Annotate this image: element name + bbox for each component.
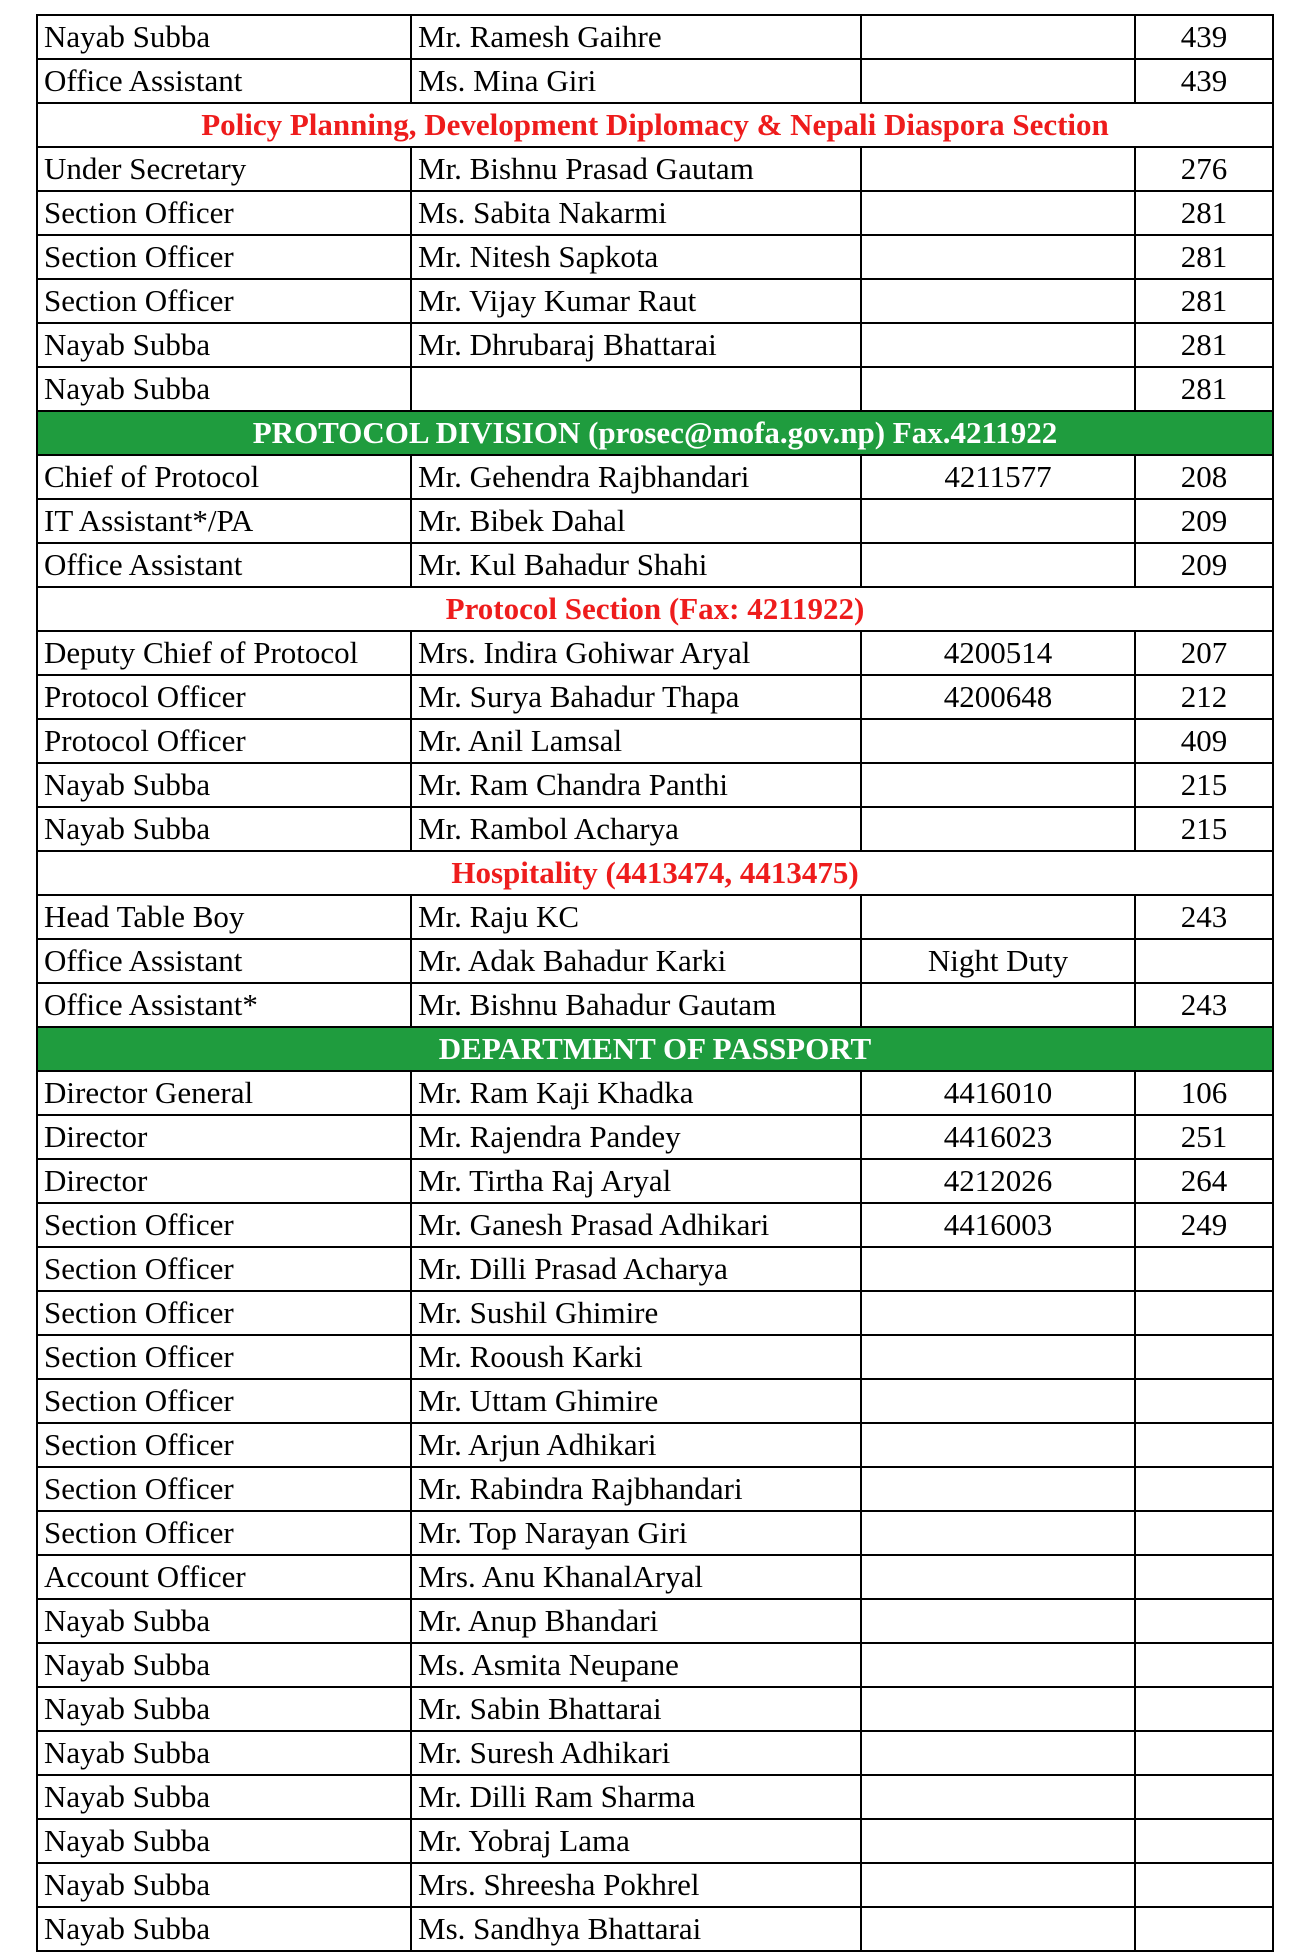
section-header-row: [37, 587, 1273, 631]
table-row: [37, 675, 1273, 719]
name-cell: Mr. Yobraj Lama: [411, 1819, 861, 1863]
name-cell: Mr. Tirtha Raj Aryal: [411, 1159, 861, 1203]
table-row: [37, 1687, 1273, 1731]
designation-cell: Nayab Subba: [37, 1819, 411, 1863]
phone-cell: [861, 235, 1135, 279]
table-row: [37, 939, 1273, 983]
phone-cell: [861, 983, 1135, 1027]
name-cell: Mr. Top Narayan Giri: [411, 1511, 861, 1555]
section-header-row: [37, 851, 1273, 895]
name-cell: Mrs. Shreesha Pokhrel: [411, 1863, 861, 1907]
phone-cell: [861, 1687, 1135, 1731]
designation-cell: Protocol Officer: [37, 675, 411, 719]
phone-cell: [861, 895, 1135, 939]
name-cell: Mr. Ganesh Prasad Adhikari: [411, 1203, 861, 1247]
table-row: [37, 1423, 1273, 1467]
name-cell: Mr. Suresh Adhikari: [411, 1731, 861, 1775]
designation-cell: Section Officer: [37, 1511, 411, 1555]
name-cell: Mr. Vijay Kumar Raut: [411, 279, 861, 323]
name-cell: Mr. Bishnu Bahadur Gautam: [411, 983, 861, 1027]
extension-cell: 409: [1135, 719, 1273, 763]
extension-cell: [1135, 1907, 1273, 1951]
name-cell: Mr. Rajendra Pandey: [411, 1115, 861, 1159]
extension-cell: 276: [1135, 147, 1273, 191]
designation-cell: Section Officer: [37, 191, 411, 235]
name-cell: Mr. Gehendra Rajbhandari: [411, 455, 861, 499]
designation-cell: Nayab Subba: [37, 367, 411, 411]
extension-cell: [1135, 1467, 1273, 1511]
extension-cell: [1135, 1335, 1273, 1379]
extension-cell: [1135, 1643, 1273, 1687]
table-row: [37, 367, 1273, 411]
division-header-row: [37, 1027, 1273, 1071]
table-row: [37, 1643, 1273, 1687]
table-row: [37, 1071, 1273, 1115]
name-cell: Mrs. Anu KhanalAryal: [411, 1555, 861, 1599]
name-cell: [411, 367, 861, 411]
table-row: [37, 1159, 1273, 1203]
designation-cell: Director General: [37, 1071, 411, 1115]
table-row: [37, 807, 1273, 851]
extension-cell: 249: [1135, 1203, 1273, 1247]
extension-cell: 281: [1135, 191, 1273, 235]
designation-cell: Nayab Subba: [37, 1863, 411, 1907]
table-row: [37, 763, 1273, 807]
extension-cell: [1135, 1247, 1273, 1291]
table-row: [37, 279, 1273, 323]
table-row: [37, 323, 1273, 367]
designation-cell: Section Officer: [37, 1467, 411, 1511]
phone-cell: [861, 1511, 1135, 1555]
name-cell: Mr. Kul Bahadur Shahi: [411, 543, 861, 587]
phone-cell: [861, 1247, 1135, 1291]
designation-cell: Office Assistant: [37, 59, 411, 103]
designation-cell: Nayab Subba: [37, 1599, 411, 1643]
phone-cell: [861, 543, 1135, 587]
extension-cell: 209: [1135, 543, 1273, 587]
extension-cell: 281: [1135, 235, 1273, 279]
designation-cell: IT Assistant*/PA: [37, 499, 411, 543]
table-row: [37, 543, 1273, 587]
phone-cell: [861, 323, 1135, 367]
phone-cell: [861, 1423, 1135, 1467]
designation-cell: Nayab Subba: [37, 1643, 411, 1687]
table-row: [37, 235, 1273, 279]
phone-cell: [861, 1599, 1135, 1643]
extension-cell: [1135, 1731, 1273, 1775]
name-cell: Mr. Dhrubaraj Bhattarai: [411, 323, 861, 367]
phone-cell: [861, 807, 1135, 851]
extension-cell: 281: [1135, 367, 1273, 411]
staff-directory-table: [36, 14, 1274, 1952]
phone-cell: [861, 15, 1135, 59]
phone-cell: [861, 191, 1135, 235]
extension-cell: [1135, 1555, 1273, 1599]
phone-cell: [861, 1555, 1135, 1599]
extension-cell: [1135, 1819, 1273, 1863]
name-cell: Mr. Surya Bahadur Thapa: [411, 675, 861, 719]
extension-cell: [1135, 939, 1273, 983]
designation-cell: Chief of Protocol: [37, 455, 411, 499]
designation-cell: Nayab Subba: [37, 807, 411, 851]
phone-cell: [861, 59, 1135, 103]
name-cell: Mr. Adak Bahadur Karki: [411, 939, 861, 983]
table-row: [37, 895, 1273, 939]
extension-cell: 207: [1135, 631, 1273, 675]
name-cell: Mr. Ramesh Gaihre: [411, 15, 861, 59]
extension-cell: 439: [1135, 15, 1273, 59]
designation-cell: Nayab Subba: [37, 15, 411, 59]
designation-cell: Section Officer: [37, 235, 411, 279]
name-cell: Mr. Arjun Adhikari: [411, 1423, 861, 1467]
phone-cell: 4416010: [861, 1071, 1135, 1115]
designation-cell: Section Officer: [37, 1423, 411, 1467]
designation-cell: Nayab Subba: [37, 1687, 411, 1731]
name-cell: Mr. Ram Kaji Khadka: [411, 1071, 861, 1115]
designation-cell: Section Officer: [37, 279, 411, 323]
designation-cell: Nayab Subba: [37, 323, 411, 367]
name-cell: Mr. Bishnu Prasad Gautam: [411, 147, 861, 191]
phone-cell: 4200514: [861, 631, 1135, 675]
name-cell: Ms. Asmita Neupane: [411, 1643, 861, 1687]
name-cell: Mr. Rambol Acharya: [411, 807, 861, 851]
extension-cell: 281: [1135, 279, 1273, 323]
designation-cell: Section Officer: [37, 1247, 411, 1291]
table-row: [37, 1555, 1273, 1599]
designation-cell: Director: [37, 1115, 411, 1159]
designation-cell: Account Officer: [37, 1555, 411, 1599]
table-row: [37, 1203, 1273, 1247]
designation-cell: Nayab Subba: [37, 763, 411, 807]
section-header-row: [37, 103, 1273, 147]
table-row: [37, 1599, 1273, 1643]
table-row: [37, 1335, 1273, 1379]
phone-cell: [861, 1291, 1135, 1335]
extension-cell: 243: [1135, 983, 1273, 1027]
phone-cell: 4211577: [861, 455, 1135, 499]
division-header-row: [37, 411, 1273, 455]
name-cell: Mr. Dilli Prasad Acharya: [411, 1247, 861, 1291]
phone-cell: [861, 1907, 1135, 1951]
phone-cell: [861, 279, 1135, 323]
extension-cell: [1135, 1599, 1273, 1643]
section-header: Policy Planning, Development Diplomacy & Nepali Diaspora Section: [37, 103, 1273, 147]
extension-cell: 215: [1135, 763, 1273, 807]
table-row: [37, 1775, 1273, 1819]
extension-cell: 106: [1135, 1071, 1273, 1115]
table-row: [37, 1115, 1273, 1159]
extension-cell: 243: [1135, 895, 1273, 939]
name-cell: Mr. Raju KC: [411, 895, 861, 939]
phone-cell: [861, 1863, 1135, 1907]
table-row: [37, 1907, 1273, 1951]
table-row: [37, 59, 1273, 103]
table-row: [37, 499, 1273, 543]
name-cell: Mr. Sabin Bhattarai: [411, 1687, 861, 1731]
designation-cell: Section Officer: [37, 1379, 411, 1423]
designation-cell: Deputy Chief of Protocol: [37, 631, 411, 675]
section-header: Protocol Section (Fax: 4211922): [37, 587, 1273, 631]
extension-cell: [1135, 1687, 1273, 1731]
designation-cell: Section Officer: [37, 1291, 411, 1335]
extension-cell: 208: [1135, 455, 1273, 499]
name-cell: Mr. Anil Lamsal: [411, 719, 861, 763]
name-cell: Ms. Sandhya Bhattarai: [411, 1907, 861, 1951]
designation-cell: Under Secretary: [37, 147, 411, 191]
designation-cell: Office Assistant: [37, 543, 411, 587]
phone-cell: [861, 719, 1135, 763]
name-cell: Ms. Sabita Nakarmi: [411, 191, 861, 235]
name-cell: Mr. Nitesh Sapkota: [411, 235, 861, 279]
designation-cell: Section Officer: [37, 1203, 411, 1247]
name-cell: Mr. Rabindra Rajbhandari: [411, 1467, 861, 1511]
phone-cell: 4416023: [861, 1115, 1135, 1159]
phone-cell: [861, 1819, 1135, 1863]
designation-cell: Section Officer: [37, 1335, 411, 1379]
extension-cell: 215: [1135, 807, 1273, 851]
table-row: [37, 1467, 1273, 1511]
designation-cell: Director: [37, 1159, 411, 1203]
name-cell: Mr. Uttam Ghimire: [411, 1379, 861, 1423]
phone-cell: 4416003: [861, 1203, 1135, 1247]
phone-cell: [861, 1467, 1135, 1511]
extension-cell: 281: [1135, 323, 1273, 367]
name-cell: Mr. Bibek Dahal: [411, 499, 861, 543]
table-row: [37, 1731, 1273, 1775]
phone-cell: [861, 367, 1135, 411]
table-row: [37, 1247, 1273, 1291]
division-header: PROTOCOL DIVISION (prosec@mofa.gov.np) Fax.4211922: [37, 411, 1273, 455]
name-cell: Mr. Dilli Ram Sharma: [411, 1775, 861, 1819]
name-cell: Mr. Sushil Ghimire: [411, 1291, 861, 1335]
phone-cell: [861, 763, 1135, 807]
table-row: [37, 983, 1273, 1027]
extension-cell: 264: [1135, 1159, 1273, 1203]
name-cell: Mr. Anup Bhandari: [411, 1599, 861, 1643]
table-row: [37, 1291, 1273, 1335]
table-row: [37, 1511, 1273, 1555]
phone-cell: [861, 1379, 1135, 1423]
name-cell: Ms. Mina Giri: [411, 59, 861, 103]
table-row: [37, 455, 1273, 499]
table-row: [37, 15, 1273, 59]
directory-body: [37, 15, 1273, 1951]
extension-cell: 439: [1135, 59, 1273, 103]
extension-cell: 209: [1135, 499, 1273, 543]
name-cell: Mr. Rooush Karki: [411, 1335, 861, 1379]
phone-cell: [861, 147, 1135, 191]
designation-cell: Office Assistant: [37, 939, 411, 983]
extension-cell: 251: [1135, 1115, 1273, 1159]
table-row: [37, 1379, 1273, 1423]
section-header: Hospitality (4413474, 4413475): [37, 851, 1273, 895]
phone-cell: Night Duty: [861, 939, 1135, 983]
phone-cell: 4212026: [861, 1159, 1135, 1203]
phone-cell: [861, 1335, 1135, 1379]
division-header: DEPARTMENT OF PASSPORT: [37, 1027, 1273, 1071]
designation-cell: Nayab Subba: [37, 1775, 411, 1819]
table-row: [37, 191, 1273, 235]
extension-cell: [1135, 1863, 1273, 1907]
extension-cell: [1135, 1775, 1273, 1819]
designation-cell: Office Assistant*: [37, 983, 411, 1027]
extension-cell: [1135, 1511, 1273, 1555]
table-row: [37, 719, 1273, 763]
extension-cell: [1135, 1423, 1273, 1467]
designation-cell: Nayab Subba: [37, 1731, 411, 1775]
extension-cell: [1135, 1291, 1273, 1335]
designation-cell: Head Table Boy: [37, 895, 411, 939]
table-row: [37, 1819, 1273, 1863]
extension-cell: [1135, 1379, 1273, 1423]
phone-cell: 4200648: [861, 675, 1135, 719]
name-cell: Mr. Ram Chandra Panthi: [411, 763, 861, 807]
designation-cell: Protocol Officer: [37, 719, 411, 763]
table-row: [37, 147, 1273, 191]
phone-cell: [861, 1643, 1135, 1687]
table-row: [37, 631, 1273, 675]
phone-cell: [861, 1775, 1135, 1819]
phone-cell: [861, 499, 1135, 543]
phone-cell: [861, 1731, 1135, 1775]
designation-cell: Nayab Subba: [37, 1907, 411, 1951]
extension-cell: 212: [1135, 675, 1273, 719]
name-cell: Mrs. Indira Gohiwar Aryal: [411, 631, 861, 675]
table-row: [37, 1863, 1273, 1907]
